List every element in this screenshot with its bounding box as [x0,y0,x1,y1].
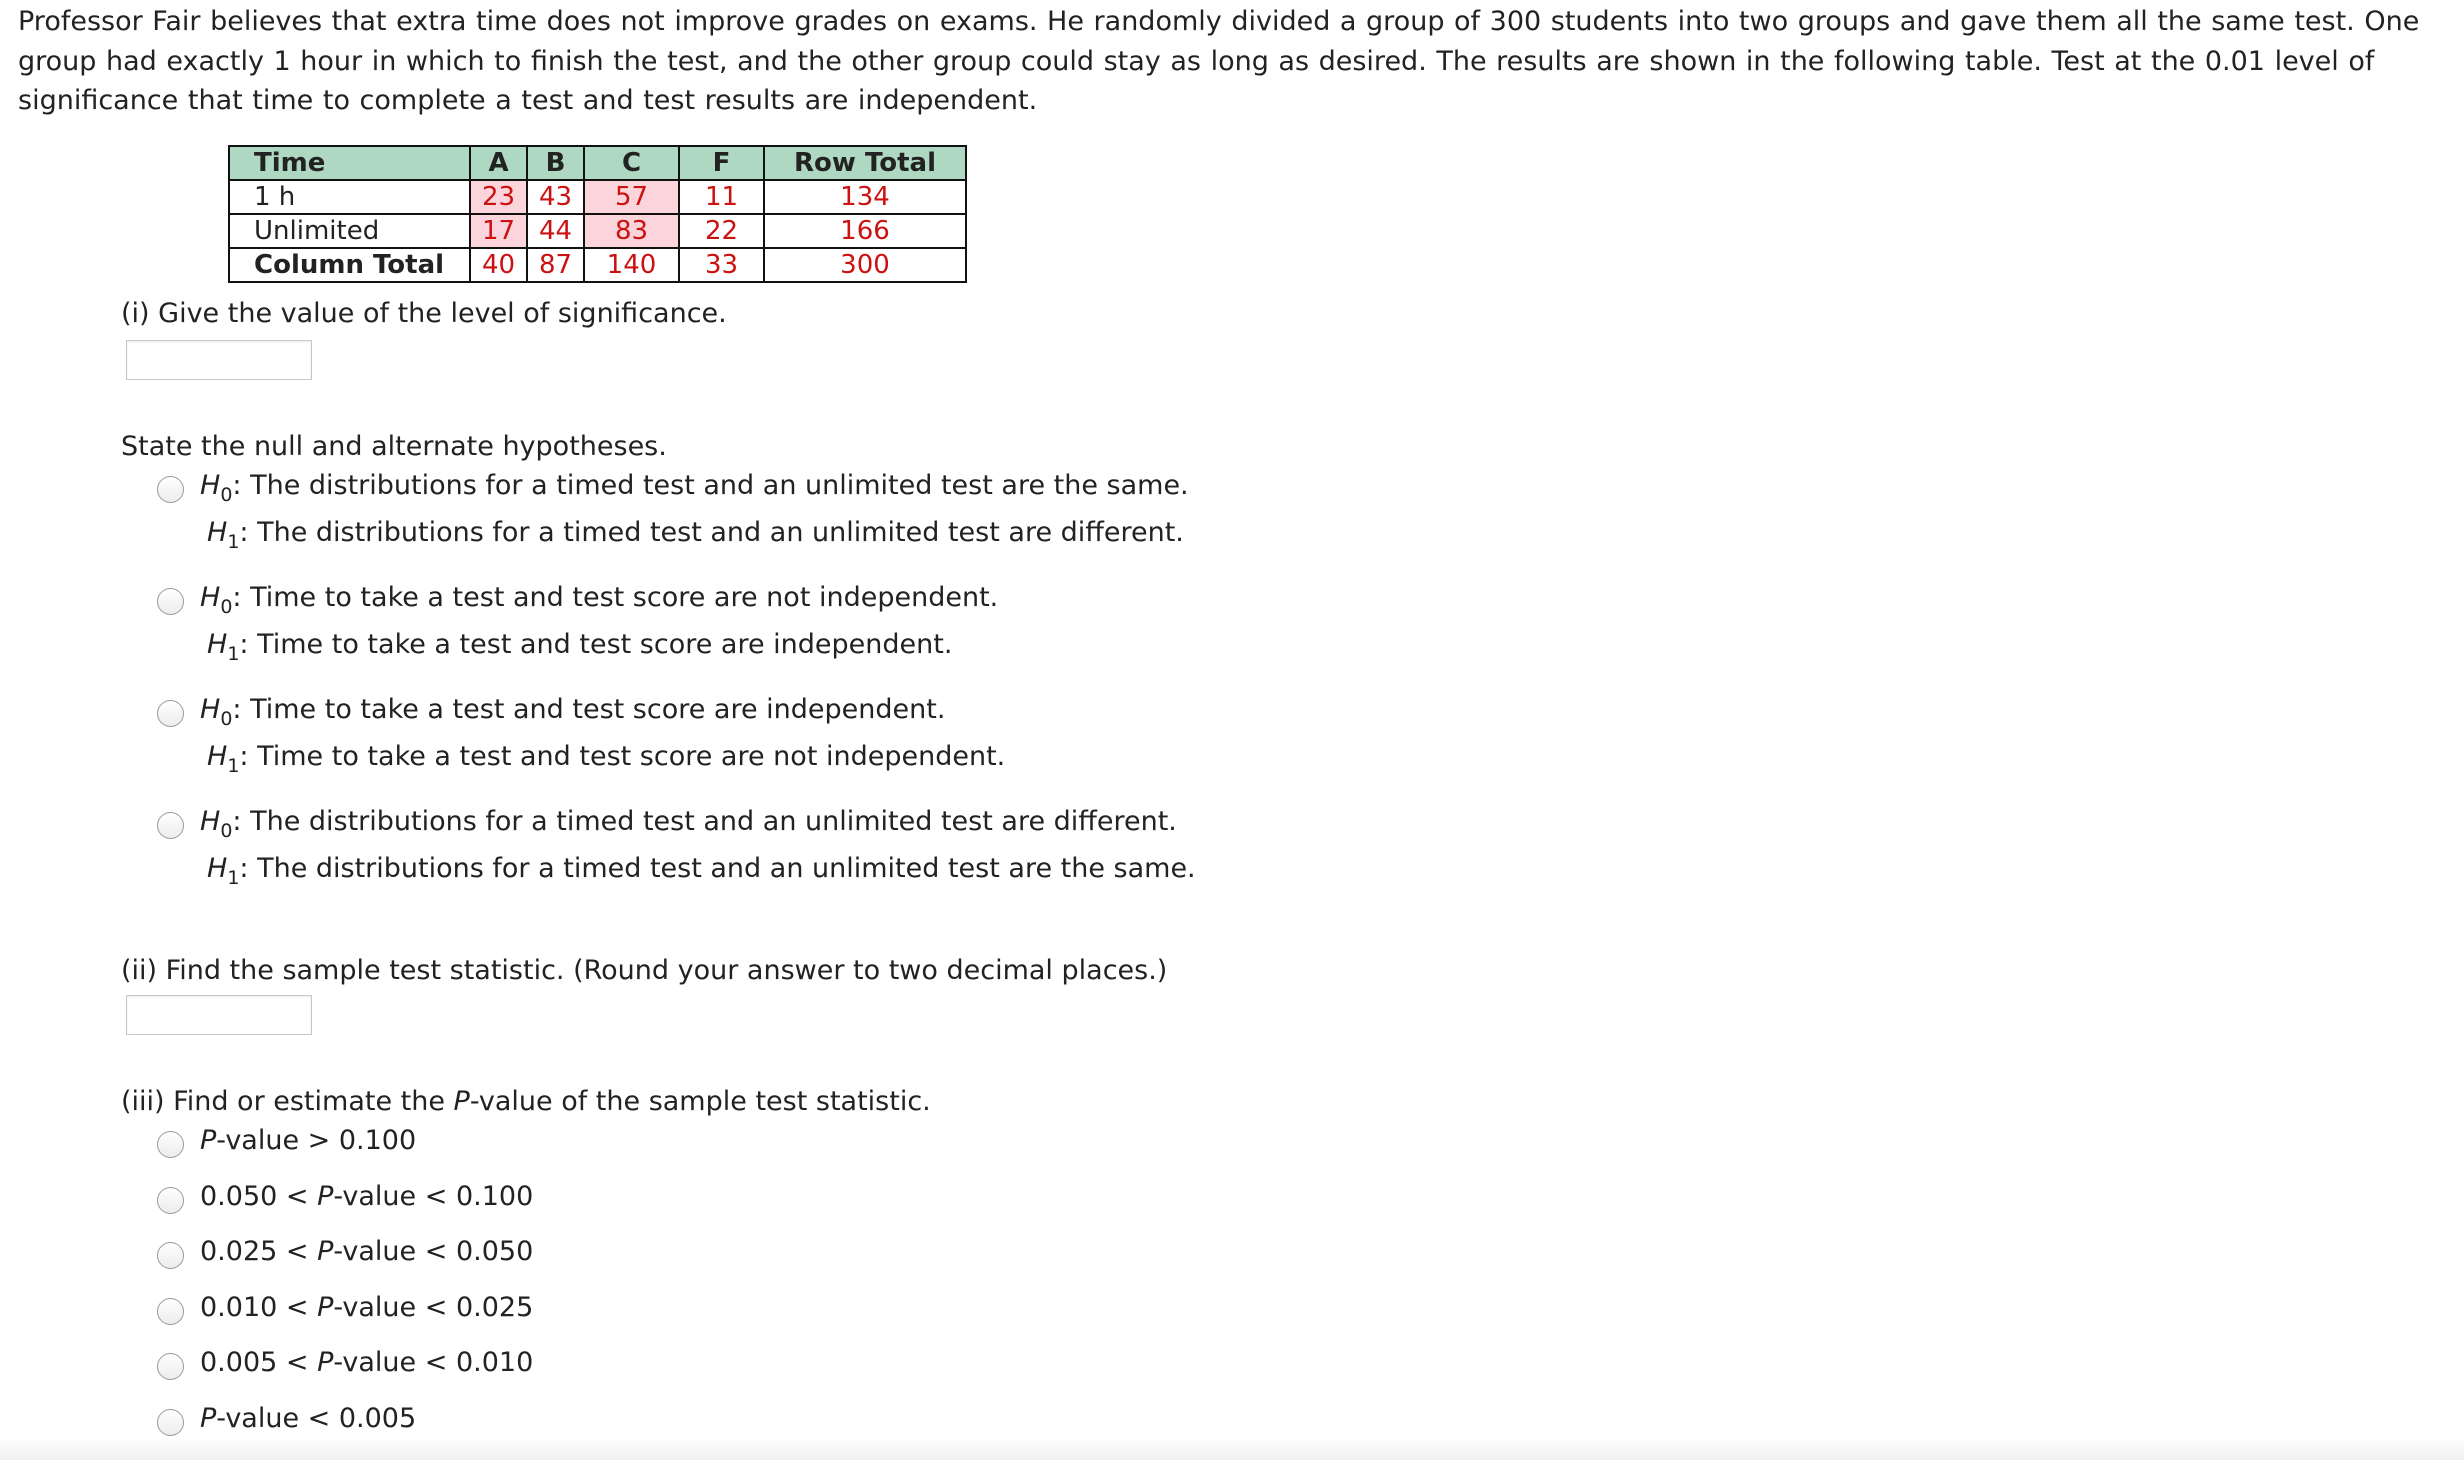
h1-symbol: H [207,741,228,772]
pvalue-option-5-radio[interactable] [157,1353,184,1380]
pvalue-option-after: -value < 0.025 [333,1292,534,1323]
pvalue-p-italic: P [200,1403,217,1434]
row-total-cell: 134 [764,180,966,214]
table-cell: 17 [470,214,527,248]
hypothesis-option-4-h0 [200,806,1177,842]
pvalue-option-after: -value > 0.100 [216,1125,417,1156]
hypothesis-option-3-h0 [200,694,946,730]
h1-subscript: 1 [227,867,240,889]
table-cell: 87 [527,248,584,282]
pvalue-option-3-label [200,1236,533,1267]
hypothesis-option-2-h0 [200,582,999,618]
hypothesis-option-3-h1 [207,741,1006,777]
table-row [229,214,966,248]
row-total-cell: 300 [764,248,966,282]
hypothesis-option-4-radio[interactable] [157,812,184,839]
table-row [229,180,966,214]
significance-level-input[interactable] [126,340,312,380]
pvalue-p-italic: P [317,1181,334,1212]
part-ii-question: (ii) Find the sample test statistic. (Round your answer to two decimal places.) [121,955,1168,986]
contingency-table [228,145,967,283]
row-label: Unlimited [229,214,470,248]
h1-subscript: 1 [227,755,240,777]
hypothesis-option-3-radio[interactable] [157,700,184,727]
hypothesis-option-2-h1 [207,629,953,665]
table-cell: 22 [679,214,764,248]
row-label: 1 h [229,180,470,214]
pvalue-option-1-label [200,1125,416,1156]
hypothesis-option-2-radio[interactable] [157,588,184,615]
hypothesis-option-4-h1 [207,853,1196,889]
h1-text: : The distributions for a timed test and an unlimited test are different. [239,517,1184,548]
hypotheses-prompt: State the null and alternate hypotheses. [121,431,667,462]
pvalue-option-before: 0.050 < [200,1181,318,1212]
pvalue-p-italic: P [317,1292,334,1323]
part-iii-question [121,1086,931,1117]
row-total-cell: 166 [764,214,966,248]
row-label: Column Total [229,248,470,282]
h0-text: : The distributions for a timed test and an unlimited test are the same. [232,470,1189,501]
pvalue-option-before: 0.025 < [200,1236,318,1267]
table-header-row [229,146,966,180]
pvalue-option-4-radio[interactable] [157,1298,184,1325]
hypothesis-option-1-h0 [200,470,1189,506]
header-row-total: Row Total [764,146,966,180]
h1-symbol: H [207,517,228,548]
pvalue-option-after: -value < 0.010 [333,1347,534,1378]
table-cell: 57 [584,180,679,214]
header-f: F [679,146,764,180]
h0-symbol: H [200,694,221,725]
pvalue-p-italic: P [317,1236,334,1267]
h0-subscript: 0 [220,820,233,842]
bottom-shade [0,1437,2464,1460]
h0-subscript: 0 [220,484,233,506]
test-statistic-input[interactable] [126,995,312,1035]
table-cell: 33 [679,248,764,282]
h1-symbol: H [207,853,228,884]
table-cell: 83 [584,214,679,248]
pvalue-p-italic: P [200,1125,217,1156]
pvalue-option-2-radio[interactable] [157,1187,184,1214]
h0-subscript: 0 [220,708,233,730]
header-a: A [470,146,527,180]
pvalue-option-2-label [200,1181,533,1212]
pvalue-option-before: 0.010 < [200,1292,318,1323]
part-iii-p-italic: P [453,1086,470,1117]
pvalue-option-after: -value < 0.005 [216,1403,417,1434]
h0-text: : The distributions for a timed test and an unlimited test are different. [232,806,1177,837]
h1-text: : Time to take a test and test score are not independent. [239,741,1006,772]
h1-subscript: 1 [227,531,240,553]
header-b: B [527,146,584,180]
pvalue-option-before: 0.005 < [200,1347,318,1378]
header-c: C [584,146,679,180]
h0-symbol: H [200,470,221,501]
table-cell: 44 [527,214,584,248]
h1-text: : The distributions for a timed test and an unlimited test are the same. [239,853,1196,884]
pvalue-p-italic: P [317,1347,334,1378]
part-iii-suffix: -value of the sample test statistic. [469,1086,931,1117]
h0-symbol: H [200,806,221,837]
pvalue-option-5-label [200,1347,533,1378]
part-i-question: (i) Give the value of the level of significance. [121,298,727,329]
pvalue-option-6-label [200,1403,416,1434]
table-cell: 23 [470,180,527,214]
pvalue-option-6-radio[interactable] [157,1409,184,1436]
h0-symbol: H [200,582,221,613]
table-row-column-total [229,248,966,282]
table-cell: 11 [679,180,764,214]
pvalue-option-after: -value < 0.100 [333,1181,534,1212]
h1-text: : Time to take a test and test score are independent. [239,629,953,660]
pvalue-option-after: -value < 0.050 [333,1236,534,1267]
problem-intro: Professor Fair believes that extra time does not improve grades on exams. He randomly divided a group of 300 students into two groups and gave them all the same test. One group had exactly 1 hour in which to finish the test, and the other group could stay as long as desired. The results are shown in the following table. Test at the 0.01 level of significance that time to complete a test and test results are independent. [18,6,2420,116]
table-cell: 140 [584,248,679,282]
pvalue-option-1-radio[interactable] [157,1131,184,1158]
hypothesis-option-1-h1 [207,517,1184,553]
table-cell: 43 [527,180,584,214]
h0-subscript: 0 [220,596,233,618]
h0-text: : Time to take a test and test score are not independent. [232,582,999,613]
table-cell: 40 [470,248,527,282]
hypothesis-option-1-radio[interactable] [157,476,184,503]
pvalue-option-3-radio[interactable] [157,1242,184,1269]
header-time: Time [229,146,470,180]
part-iii-prefix: (iii) Find or estimate the [121,1086,454,1117]
pvalue-option-4-label [200,1292,533,1323]
h0-text: : Time to take a test and test score are independent. [232,694,946,725]
h1-symbol: H [207,629,228,660]
h1-subscript: 1 [227,643,240,665]
